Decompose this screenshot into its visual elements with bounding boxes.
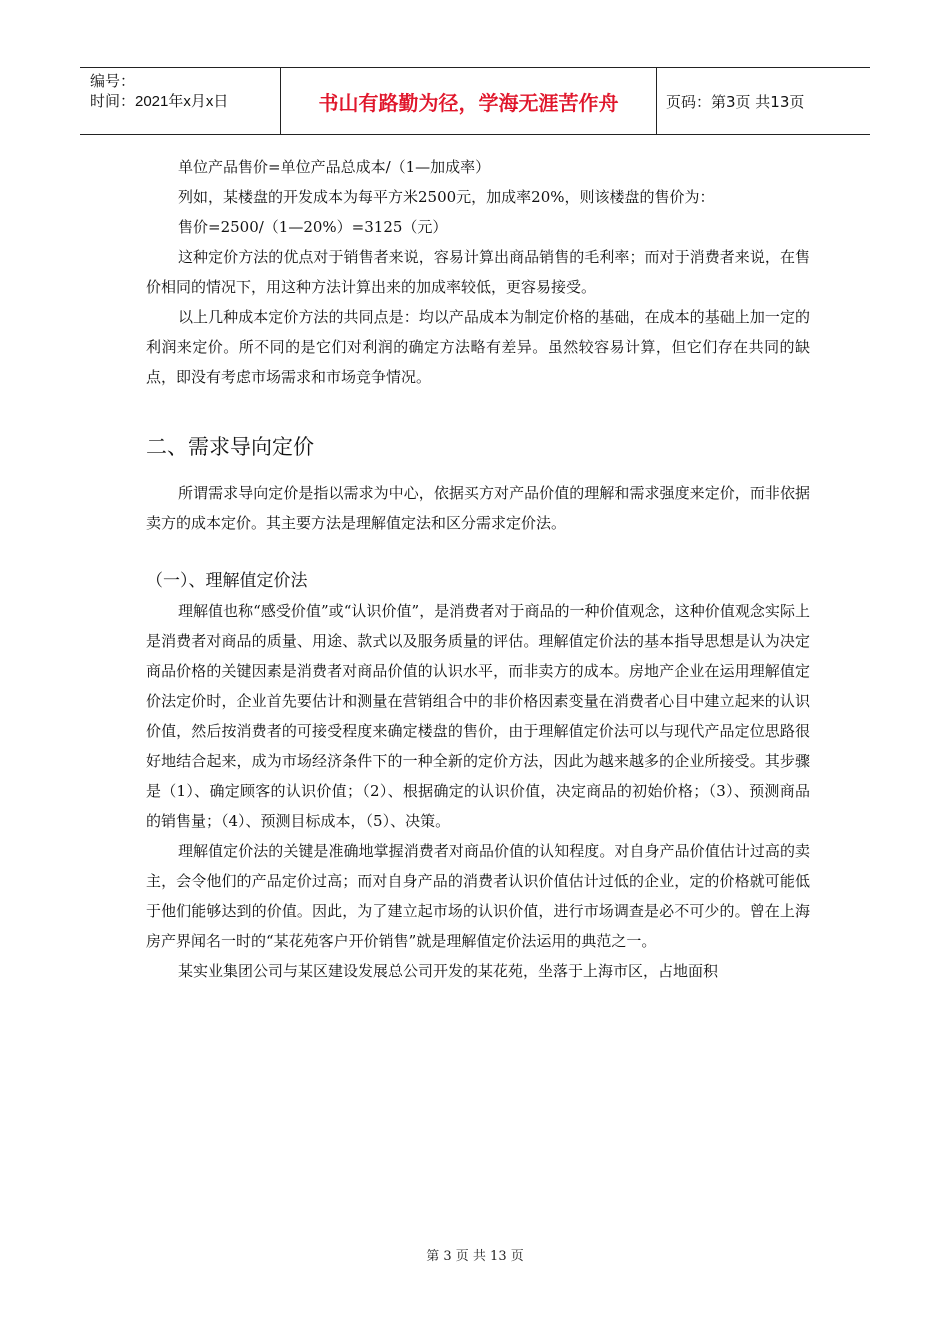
page-footer: 第 3 页 共 13 页 [426,1249,524,1264]
time-label: 时间：2021年x月x日 [90,93,229,110]
section-intro: 所谓需求导向定价是指以需求为中心，依据买方对产品价值的理解和需求强度来定价，而非依据卖方的成本定价。其主要方法是理解值定法和区分需求定价法。 [146,484,810,532]
paragraph-key-point: 理解值定价法的关键是准确地掌握消费者对商品价值的认知程度。对自身产品价值估计过高的卖主，会令他们的产品定价过高；而对自身产品的消费者认识价值估计过低的企业，定的价格就可能低于他们能够达到的价值。因此，为了建立起市场的认识价值，进行市场调查是必不可少的。曾在上海房产界闻名一时的“某花苑客户开价销售”就是理解值定价法运用的典范之一。 [146,842,810,950]
formula-line: 单位产品售价=单位产品总成本/（1—加成率） [178,158,491,176]
paragraph-advantage: 这种定价方法的优点对于销售者来说，容易计算出商品销售的毛利率；而对于消费者来说，在售价相同的情况下，用这种方法计算出来的加成率较低，更容易接受。 [146,248,810,296]
paragraph-case: 某实业集团公司与某区建设发展总公司开发的某花苑，坐落于上海市区，占地面积 [178,962,719,980]
paragraph-summary: 以上几种成本定价方法的共同点是：均以产品成本为制定价格的基础，在成本的基础上加一定的利润来定价。所不同的是它们对利润的确定方法略有差异。虽然较容易计算，但它们存在共同的缺点，即没有考虑市场需求和市场竞争情况。 [146,308,810,386]
paragraph-perceived-value: 理解值也称“感受价值”或“认识价值”，是消费者对于商品的一种价值观念，这种价值观念实际上是消费者对商品的质量、用途、款式以及服务质量的评估。理解值定价法的基本指导思想是认为决定商品价格的关键因素是消费者对商品价值的认识水平，而非卖方的成本。房地产企业在运用理解值定价法定价时，企业首先要估计和测量在营销组合中的非价格因素变量在消费者心目中建立起来的认识价值，然后按消费者的可接受程度来确定楼盘的售价，由于理解值定价法可以与现代产品定位思路很好地结合起来，成为市场经济条件下的一种全新的定价方法，因此为越来越多的企业所接受。其步骤是（1）、确定顾客的认识价值；（2）、根据确定的认识价值，决定商品的初始价格；（3）、预测商品的销售量；（4）、预测目标成本，（5）、决策。 [146,602,810,830]
header-page-code: 页码：第3页 共13页 [666,92,805,111]
subsection-heading: （一）、理解值定价法 [146,571,308,591]
price-calculation: 售价=2500/（1—20%）=3125（元） [178,218,448,236]
header-meta [80,68,281,134]
document-body [146,152,810,986]
example-line: 列如，某楼盘的开发成本为每平方米2500元，加成率20%，则该楼盘的售价为： [178,188,715,206]
header-motto: 书山有路勤为径，学海无涯苦作舟 [281,68,657,134]
number-label: 编号： [90,73,136,90]
page-header [80,67,870,135]
section-heading: 二、需求导向定价 [146,435,314,459]
